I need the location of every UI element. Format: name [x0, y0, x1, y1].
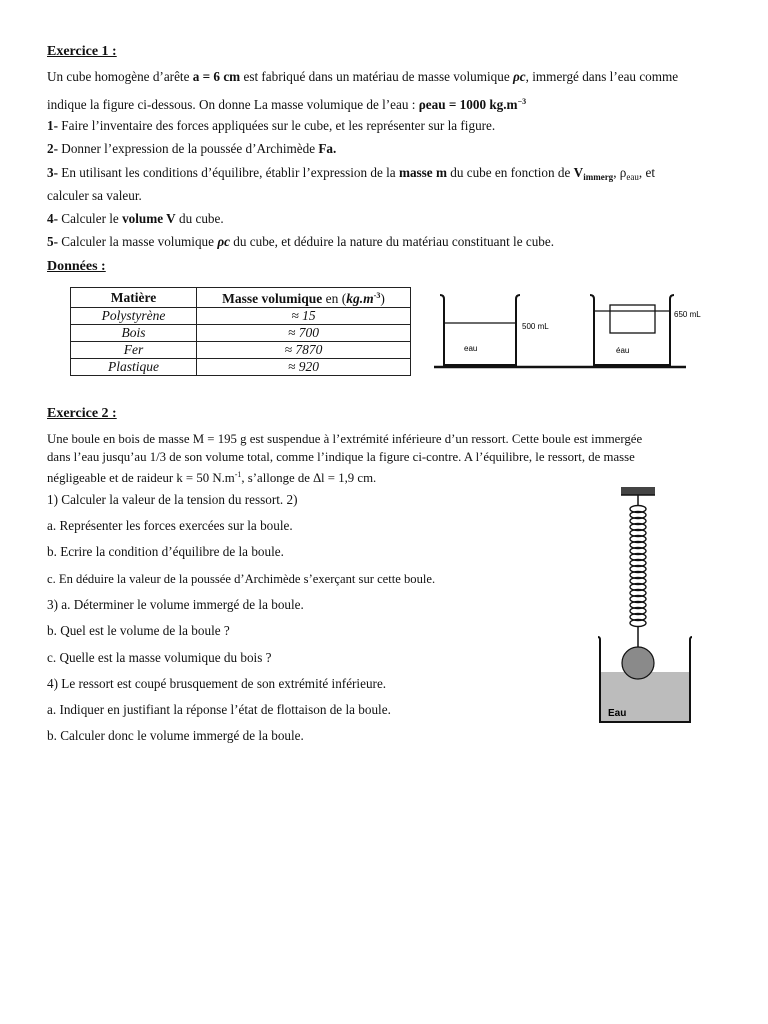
table-cell: Bois — [71, 325, 197, 342]
table-cell: ≈ 15 — [197, 308, 411, 325]
superscript: -3 — [373, 291, 381, 300]
ceiling-support — [621, 487, 655, 495]
ex2-question-3c: c. Quelle est la masse volumique du bois ? — [47, 650, 272, 665]
text: Calculer le — [58, 211, 123, 226]
beaker-1 — [440, 295, 549, 365]
exercise-2-title: Exercice 2 : — [47, 406, 117, 421]
water-label: Eau — [608, 708, 627, 719]
beaker-2 — [590, 295, 701, 365]
beaker-2-water-label: éau — [616, 346, 630, 355]
table-header-matiere: Matière — [71, 288, 197, 308]
text-bold: a = 6 cm — [192, 69, 241, 84]
text: en ( — [322, 291, 347, 306]
ex2-question-4b: b. Calculer donc le volume immergé de la boule. — [47, 728, 304, 743]
text: est fabriqué dans un matériau de masse volumique — [240, 69, 514, 84]
ex2-question-3b: b. Quel est le volume de la boule ? — [47, 623, 230, 638]
text: négligeable et de raideur k = 50 N.m — [47, 471, 235, 485]
text: Calculer la masse volumique — [58, 234, 218, 249]
text: indique la figure ci-dessous. On donne La masse volumique de l’eau : — [47, 97, 419, 112]
ex2-question-2c: c. En déduire la valeur de la poussée d’Archimède s’exerçant sur cette boule. — [47, 572, 436, 586]
table-header-row — [71, 288, 411, 308]
text-bold: volume V — [122, 211, 176, 226]
text: En utilisant les conditions d’équilibre, établir l’expression de la — [58, 165, 399, 180]
text-bold: Fa. — [318, 141, 337, 156]
wooden-ball — [622, 647, 654, 679]
rho-c-symbol: ρc — [217, 234, 230, 249]
ex1-question-4 — [47, 211, 224, 227]
ex1-question-2 — [47, 141, 336, 157]
beakers-figure — [430, 285, 730, 375]
text: , s’allonge de ∆l = 1,9 cm. — [241, 471, 377, 485]
ex2-question-2b: b. Ecrire la condition d’équilibre de la boule. — [47, 544, 284, 559]
beaker-1-water-label: eau — [464, 344, 478, 353]
question-number: 1- — [47, 118, 58, 133]
ex2-question-4a: a. Indiquer en justifiant la réponse l’état de flottaison de la boule. — [47, 702, 391, 717]
exercise-1-title: Exercice 1 : — [47, 44, 117, 59]
ex2-paragraph-line1: Une boule en bois de masse M = 195 g est suspendue à l’extrémité inférieure d’un ressort. Cette boule est immergée — [47, 432, 643, 446]
table-header-masse — [197, 288, 411, 308]
text: , ρ — [613, 165, 627, 180]
ex2-paragraph-line2: dans l’eau jusqu’au 1/3 de son volume total, comme l’indique la figure ci-contre. A l’équilibre, le ressort, de masse — [47, 450, 635, 464]
text: Masse volumique — [222, 291, 323, 306]
ex2-question-1: 1) Calculer la valeur de la tension du ressort. 2) — [47, 492, 298, 507]
table-row — [71, 325, 411, 342]
text: kg.m — [346, 291, 374, 306]
table-cell: Polystyrène — [71, 308, 197, 325]
ex2-question-4: 4) Le ressort est coupé brusquement de son extrémité inférieure. — [47, 676, 387, 691]
table-row — [71, 308, 411, 325]
text-bold: masse m — [398, 165, 447, 180]
table-cell: ≈ 920 — [197, 359, 411, 376]
text: , et — [638, 165, 655, 180]
question-number: 2- — [47, 141, 58, 156]
ex1-question-3-cont: calculer sa valeur. — [47, 188, 142, 203]
density-table — [70, 287, 411, 376]
ex1-question-1 — [47, 118, 495, 134]
ex1-intro-line2 — [47, 94, 526, 113]
table-row — [71, 342, 411, 359]
text: Donner l’expression de la poussée d’Archimède — [58, 141, 319, 156]
table-cell: ≈ 700 — [197, 325, 411, 342]
text: du cube. — [175, 211, 224, 226]
question-number: 3- — [47, 165, 58, 180]
table-cell: Plastique — [71, 359, 197, 376]
ex1-question-3 — [47, 165, 721, 185]
rho-eau-value: ρeau = 1000 kg.m — [418, 97, 518, 112]
text: du cube, et déduire la nature du matériau constituant le cube. — [229, 234, 555, 249]
question-number: 4- — [47, 211, 58, 226]
table-cell: Fer — [71, 342, 197, 359]
text-bold: V — [573, 165, 584, 180]
spring-ball-figure — [590, 484, 705, 726]
ex1-question-5 — [47, 234, 554, 250]
ex2-question-3a: 3) a. Déterminer le volume immergé de la boule. — [47, 597, 304, 612]
question-number: 5- — [47, 234, 58, 249]
donnees-heading: Données : — [47, 259, 106, 274]
beaker-1-volume-label: 500 mL — [522, 322, 549, 331]
superscript: -1 — [234, 470, 242, 479]
text: , immergé dans l’eau comme — [525, 69, 679, 84]
table-row — [71, 359, 411, 376]
rho-eau-exponent: −3 — [517, 97, 527, 106]
spring — [630, 506, 646, 627]
rho-c-symbol: ρc — [513, 69, 526, 84]
subscript: eau — [626, 172, 639, 182]
ex1-intro-line1 — [47, 69, 678, 85]
subscript: immerg — [583, 172, 614, 182]
text: du cube en fonction de — [446, 165, 574, 180]
ex2-question-2a: a. Représenter les forces exercées sur la boule. — [47, 518, 293, 533]
table-cell: ≈ 7870 — [197, 342, 411, 359]
cube — [610, 305, 655, 333]
ex2-paragraph-line3 — [47, 467, 376, 486]
text: ) — [380, 291, 385, 306]
beaker-2-volume-label: 650 mL — [674, 310, 701, 319]
text: Un cube homogène d’arête — [47, 69, 193, 84]
text: Faire l’inventaire des forces appliquées sur le cube, et les représenter sur la figure. — [58, 118, 496, 133]
